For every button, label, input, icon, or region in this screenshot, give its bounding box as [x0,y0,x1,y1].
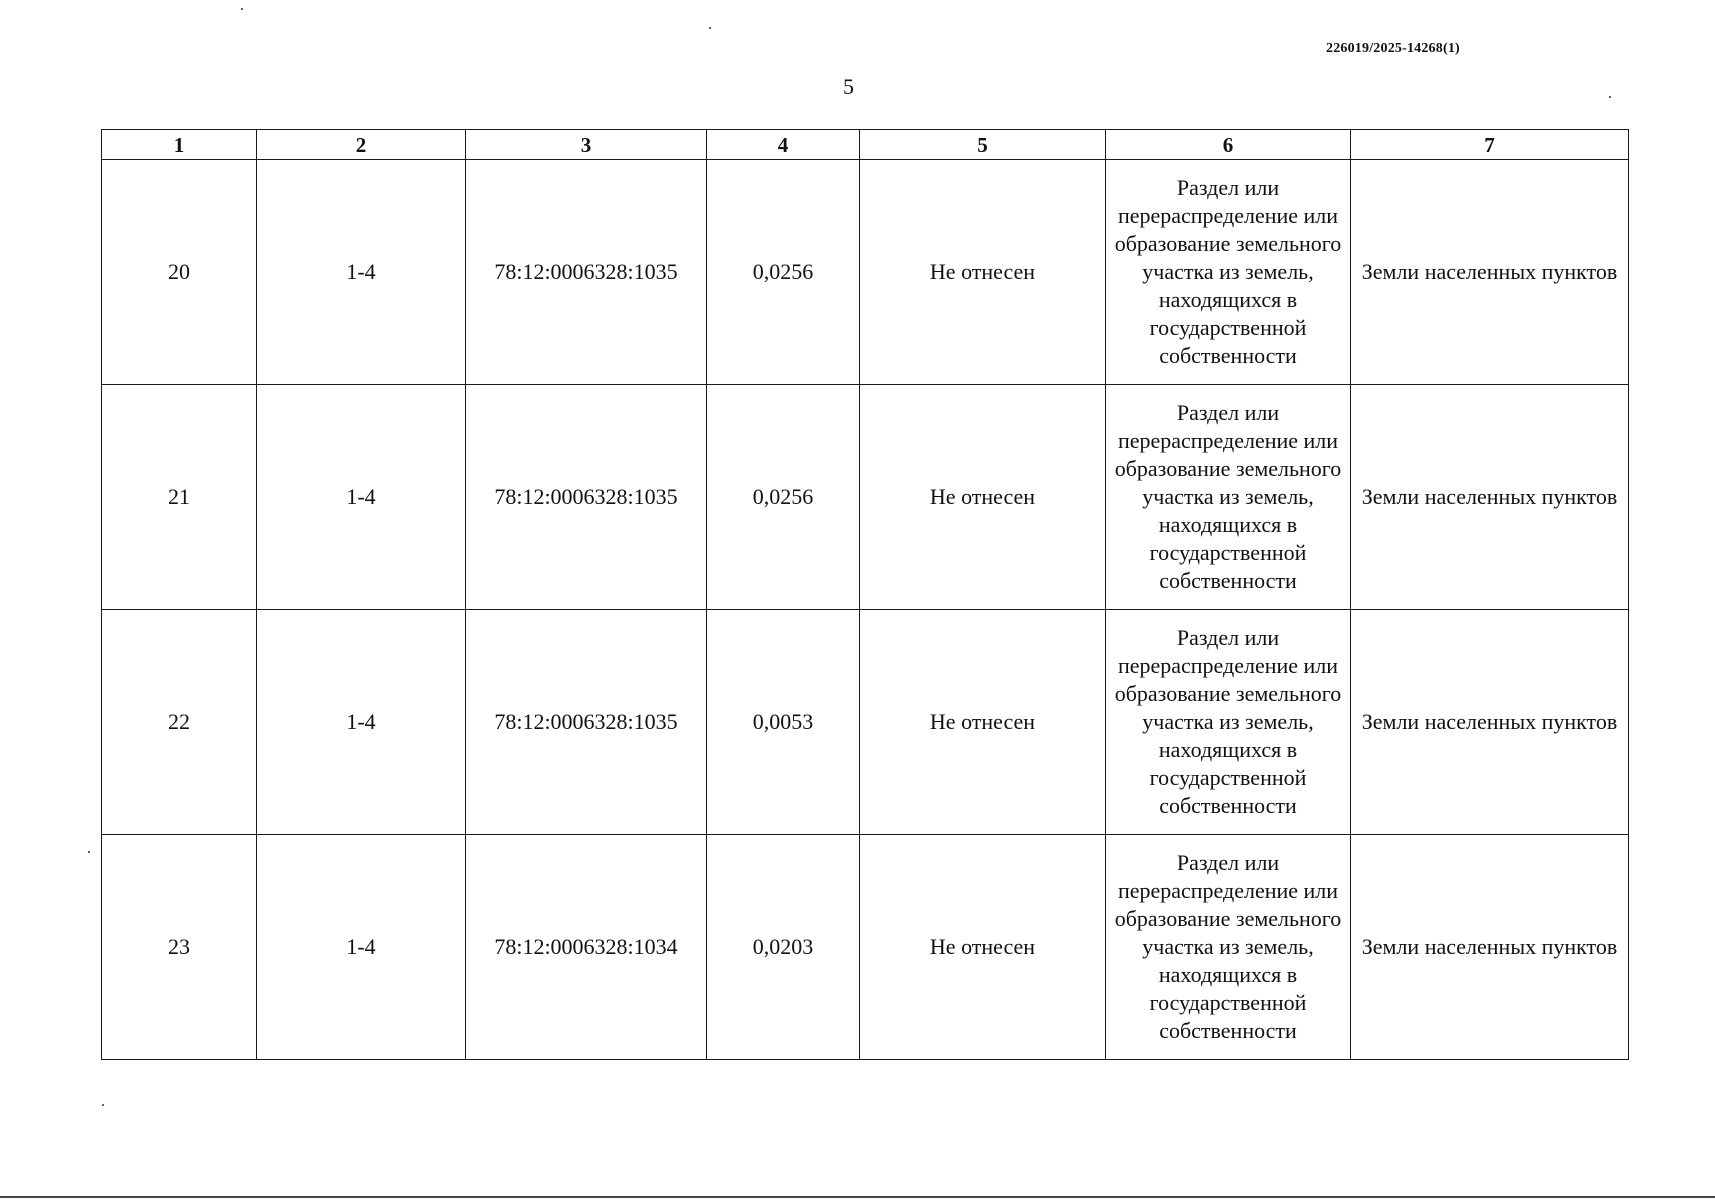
cadastral-number-cell: 78:12:0006328:1035 [466,610,707,835]
speck [241,8,243,10]
category-cell: Не отнесен [860,385,1106,610]
column-header-3: 3 [466,130,707,160]
column-header-4: 4 [707,130,860,160]
column-header-1: 1 [102,130,257,160]
table-row [102,385,1629,610]
column-header-6: 6 [1106,130,1351,160]
cadastral-number-cell: 78:12:0006328:1035 [466,385,707,610]
cadastral-number-cell: 78:12:0006328:1034 [466,835,707,1060]
points-cell: 1-4 [257,610,466,835]
category-cell: Не отнесен [860,610,1106,835]
area-cell: 0,0256 [707,160,860,385]
land-plots-table [101,129,1629,1060]
land-category-cell: Земли населенных пунктов [1351,160,1629,385]
cadastral-number-cell: 78:12:0006328:1035 [466,160,707,385]
category-cell: Не отнесен [860,835,1106,1060]
category-cell: Не отнесен [860,160,1106,385]
row-number-cell: 22 [102,610,257,835]
column-header-7: 7 [1351,130,1629,160]
row-number-cell: 21 [102,385,257,610]
document-id: 226019/2025-14268(1) [1326,41,1460,56]
speck [102,1104,104,1106]
row-number-cell: 23 [102,835,257,1060]
points-cell: 1-4 [257,160,466,385]
points-cell: 1-4 [257,385,466,610]
land-category-cell: Земли населенных пунктов [1351,385,1629,610]
points-cell: 1-4 [257,835,466,1060]
land-category-cell: Земли населенных пунктов [1351,835,1629,1060]
table-row [102,160,1629,385]
purpose-cell: Раздел или перераспределение или образование земельного участка из земель, находящихся в государственной собственности [1106,160,1351,385]
table-header-row [102,130,1629,160]
land-category-cell: Земли населенных пунктов [1351,610,1629,835]
row-number-cell: 20 [102,160,257,385]
speck [1609,96,1611,98]
area-cell: 0,0053 [707,610,860,835]
page-edge-line [0,1196,1715,1198]
speck [88,851,90,853]
column-header-5: 5 [860,130,1106,160]
purpose-cell: Раздел или перераспределение или образование земельного участка из земель, находящихся в государственной собственности [1106,835,1351,1060]
area-cell: 0,0256 [707,385,860,610]
column-header-2: 2 [257,130,466,160]
table-row [102,610,1629,835]
speck [709,27,711,29]
area-cell: 0,0203 [707,835,860,1060]
purpose-cell: Раздел или перераспределение или образование земельного участка из земель, находящихся в государственной собственности [1106,610,1351,835]
page-number: 5 [843,74,854,99]
purpose-cell: Раздел или перераспределение или образование земельного участка из земель, находящихся в государственной собственности [1106,385,1351,610]
table-row [102,835,1629,1060]
